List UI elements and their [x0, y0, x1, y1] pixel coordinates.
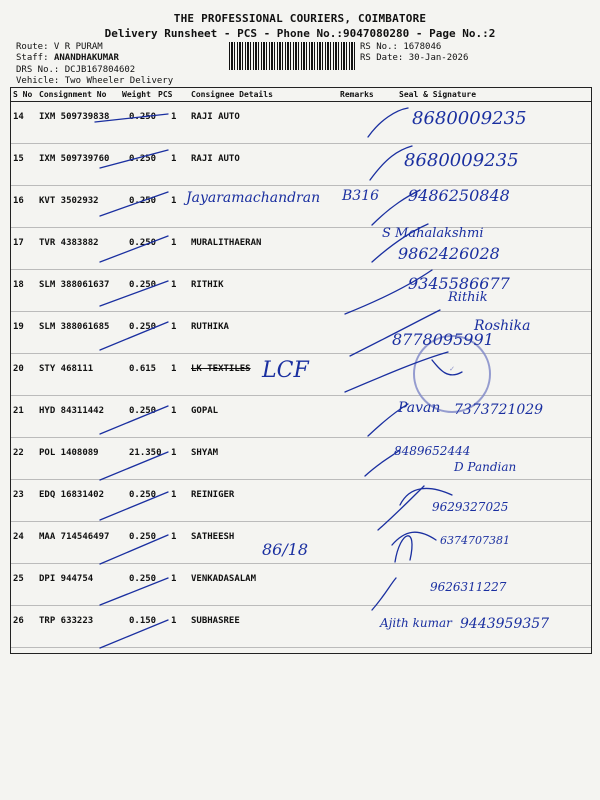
signature-stroke: [372, 578, 396, 610]
col-consignee: Consignee Details: [191, 90, 273, 99]
col-signature: Seal & Signature: [399, 90, 477, 99]
row-sno: 18: [13, 280, 24, 290]
r26-phone: 9443959357: [460, 616, 550, 632]
row-consignment: TRP 633223: [39, 616, 94, 626]
tick-mark: [100, 535, 168, 564]
row-consignment: MAA 714546497: [39, 532, 110, 542]
signature-stroke: [432, 360, 462, 375]
row-consignee: RUTHIKA: [191, 322, 229, 332]
row-sno: 22: [13, 448, 24, 458]
row-pcs: 1: [171, 574, 177, 584]
r25-phone: 9626311227: [430, 580, 507, 594]
row-weight: 0.250: [129, 532, 157, 542]
r17-phone: 9862426028: [398, 244, 500, 263]
tick-mark: [95, 114, 168, 122]
row-pcs: 1: [171, 196, 177, 206]
r17-name: S Mahalakshmi: [382, 226, 484, 241]
row-consignment: DPI 944754: [39, 574, 94, 584]
row-sno: 21: [13, 406, 24, 416]
route-text: Route: V R PURAM: [16, 42, 103, 52]
tick-mark: [100, 192, 168, 216]
r22-phone: 8489652444: [394, 444, 471, 458]
col-sno: S No: [13, 90, 33, 99]
row-weight: 0.250: [129, 490, 157, 500]
rs-date: RS Date: 30-Jan-2026: [360, 53, 469, 63]
vehicle-text: Vehicle: Two Wheeler Delivery: [16, 76, 174, 86]
row-pcs: 1: [171, 448, 177, 458]
row-weight: 0.250: [129, 238, 157, 248]
tick-mark: [100, 578, 168, 605]
row-pcs: 1: [171, 322, 177, 332]
row-consignment: IXM 509739760: [39, 154, 110, 164]
row-sno: 19: [13, 322, 24, 332]
r24-note: 86/18: [262, 540, 309, 559]
col-remarks: Remarks: [340, 90, 374, 99]
row-consignee: RITHIK: [191, 280, 224, 290]
row-consignment: EDQ 16831402: [39, 490, 105, 500]
staff-value: ANANDHAKUMAR: [53, 53, 119, 63]
r22-name: D Pandian: [454, 460, 517, 474]
row-consignment: SLM 388061637: [39, 280, 110, 290]
row-pcs: 1: [171, 238, 177, 248]
row-consignment: STY 468111: [39, 364, 94, 374]
r15-phone: 8680009235: [404, 150, 519, 171]
row-pcs: 1: [171, 154, 177, 164]
row-weight: 0.250: [129, 112, 157, 122]
row-consignee: RAJI AUTO: [191, 154, 240, 164]
signature-stroke: [378, 486, 424, 530]
row-consignment: IXM 509739838: [39, 112, 110, 122]
row-consignee: RAJI AUTO: [191, 112, 240, 122]
row-weight: 0.250: [129, 280, 157, 290]
r23-phone: 9629327025: [432, 500, 509, 514]
row-sno: 25: [13, 574, 24, 584]
r16-remark: B316: [342, 188, 380, 204]
row-consignee: REINIGER: [191, 490, 235, 500]
col-weight: Weight: [122, 90, 151, 99]
row-consignee: MURALITHAERAN: [191, 238, 262, 248]
signature-stroke: [345, 352, 448, 392]
row-weight: 0.150: [129, 616, 157, 626]
row-weight: 0.250: [129, 322, 157, 332]
r14-phone: 8680009235: [412, 108, 527, 129]
r26-name: Ajith kumar: [380, 616, 452, 630]
row-consignee: VENKADASALAM: [191, 574, 257, 584]
tick-mark: [100, 406, 168, 434]
row-sno: 26: [13, 616, 24, 626]
stamp-mark: ✓: [449, 365, 455, 373]
r19-name: Roshika: [474, 318, 531, 334]
row-weight: 0.250: [129, 196, 157, 206]
col-consignment: Consignment No: [39, 90, 107, 99]
r21-phone: 7373721029: [454, 402, 544, 418]
row-weight: 0.615: [129, 364, 157, 374]
col-pcs: PCS: [158, 90, 173, 99]
row-pcs: 1: [171, 490, 177, 500]
r16-phone: 9486250848: [408, 186, 510, 205]
row-consignee: SATHEESH: [191, 532, 235, 542]
r18-phone: 9345586677: [408, 274, 510, 293]
tick-mark: [100, 322, 168, 350]
row-weight: 0.250: [129, 574, 157, 584]
row-pcs: 1: [171, 280, 177, 290]
row-sno: 16: [13, 196, 24, 206]
row-pcs: 1: [171, 532, 177, 542]
row-sno: 14: [13, 112, 24, 122]
tick-mark: [100, 492, 168, 520]
row-sno: 17: [13, 238, 24, 248]
row-pcs: 1: [171, 616, 177, 626]
row-sno: 20: [13, 364, 24, 374]
signature-stroke: [392, 532, 436, 545]
tick-mark: [100, 620, 168, 648]
tick-mark: [100, 236, 168, 262]
row-consignee: GOPAL: [191, 406, 219, 416]
r21-name: Pavan: [398, 400, 441, 416]
staff-label: Staff:: [16, 53, 49, 63]
row-sno: 23: [13, 490, 24, 500]
row-weight: 0.250: [129, 154, 157, 164]
row-consignee: LK TEXTILES: [191, 364, 251, 374]
signature-stroke: [368, 108, 408, 137]
rs-number: RS No.: 1678046: [360, 42, 442, 52]
tick-mark: [100, 452, 168, 480]
row-weight: 21.350: [129, 448, 162, 458]
drs-number: DRS No.: DCJB167804602: [16, 65, 136, 75]
tick-mark: [100, 150, 168, 168]
r18-name: Rithik: [448, 290, 488, 305]
row-consignment: POL 1408089: [39, 448, 99, 458]
row-pcs: 1: [171, 112, 177, 122]
row-sno: 24: [13, 532, 24, 542]
row-sno: 15: [13, 154, 24, 164]
row-consignee: SHYAM: [191, 448, 219, 458]
document-subtitle: Delivery Runsheet - PCS - Phone No.:9047080280 - Page No.:2: [104, 27, 496, 40]
row-consignment: KVT 3502932: [39, 196, 99, 206]
r20-note: LCF: [262, 358, 309, 383]
row-consignment: TVR 4383882: [39, 238, 99, 248]
row-pcs: 1: [171, 364, 177, 374]
row-consignment: SLM 388061685: [39, 322, 110, 332]
row-weight: 0.250: [129, 406, 157, 416]
r24-phone: 6374707381: [440, 534, 510, 547]
row-consignment: HYD 84311442: [39, 406, 105, 416]
row-pcs: 1: [171, 406, 177, 416]
document-title: THE PROFESSIONAL COURIERS, COIMBATORE: [173, 12, 427, 25]
tick-mark: [100, 281, 168, 306]
r16-name: Jayaramachandran: [186, 190, 321, 206]
r19-phone: 8778095991: [392, 330, 494, 349]
row-consignee: SUBHASREE: [191, 616, 240, 626]
